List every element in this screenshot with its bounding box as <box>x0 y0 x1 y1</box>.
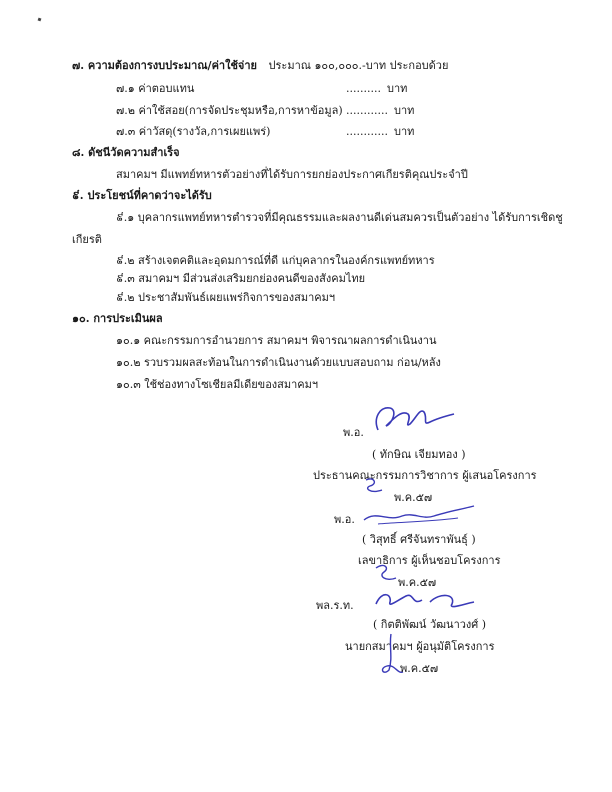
budget-item-label: ๗.๒ ค่าใช้สอย(การจัดประชุมหรือ,การหาข้อมูล) <box>116 104 343 117</box>
signature-2-scribble <box>358 500 478 530</box>
signature-1-scribble <box>368 400 458 442</box>
budget-item-dots: ............ <box>346 104 388 117</box>
budget-item-unit: บาท <box>393 104 415 117</box>
budget-item-unit: บาท <box>393 125 415 138</box>
signer-2-rank: พ.อ. <box>334 513 355 526</box>
signer-2-name: ( วิสุทธิ์ ศรีจันทราพันธุ์ ) <box>362 533 476 546</box>
evaluation-item-1: ๑๐.๑ คณะกรรมการอำนวยการ สมาคมฯ พิจารณาผลการดำเนินงาน <box>116 334 437 347</box>
date-initial-2 <box>372 560 400 584</box>
budget-item-3 <box>116 125 414 139</box>
signer-3-title: นายกสมาคมฯ ผู้อนุมัติโครงการ <box>345 640 495 653</box>
section-10-heading: ๑๐. การประเมินผล <box>72 312 163 325</box>
evaluation-item-2: ๑๐.๒ รวบรวมผลสะท้อนในการดำเนินงานด้วยแบบสอบถาม ก่อน/หลัง <box>116 356 441 369</box>
budget-item-1 <box>116 82 407 96</box>
scan-speck <box>38 18 42 22</box>
budget-item-unit: บาท <box>386 82 408 95</box>
signer-2-title: เลขาธิการ ผู้เห็นชอบโครงการ <box>358 554 501 567</box>
budget-item-label: ๗.๓ ค่าวัสดุ(รางวัล,การเผยแพร่) <box>116 125 271 138</box>
section-7-heading: ๗. ความต้องการงบประมาณ/ค่าใช้จ่าย <box>72 59 258 72</box>
section-7-line <box>72 59 448 73</box>
signer-1-title: ประธานคณะกรรมการวิชาการ ผู้เสนอโครงการ <box>313 469 537 482</box>
signer-2-date: พ.ค.๕๗ <box>398 576 437 589</box>
budget-item-dots: ............ <box>346 125 388 138</box>
signature-3-scribble <box>368 582 478 616</box>
signer-3-name: ( กิตติพัฒน์ วัฒนาวงศ์ ) <box>373 618 487 631</box>
date-initial-1 <box>360 474 390 496</box>
section-7-amount: ประมาณ ๑๐๐,๐๐๐.-บาท ประกอบด้วย <box>268 59 449 72</box>
signer-3-rank: พล.ร.ท. <box>316 599 354 612</box>
section-8-text: สมาคมฯ มีแพทย์ทหารตัวอย่างที่ได้รับการยกย่องประกาศเกียรติคุณประจำปี <box>116 168 468 181</box>
signer-3-date: พ.ค.๕๗ <box>400 662 439 675</box>
section-8-heading: ๘. ดัชนีวัดความสำเร็จ <box>72 146 180 159</box>
benefit-item-3: ៩.๓ สมาคมฯ มีส่วนส่งเสริมยกย่องคนดีของสังคมไทย <box>116 272 366 285</box>
budget-item-dots: .......... <box>346 82 381 95</box>
signer-1-rank: พ.อ. <box>343 426 364 439</box>
budget-item-label: ๗.๑ ค่าตอบแทน <box>116 82 195 95</box>
benefit-item-4: ៩.๒ ประชาสัมพันธ์เผยแพร่กิจการของสมาคมฯ <box>116 291 336 304</box>
benefit-item-1-line-1: ៩.๑ บุคลากรแพทย์ทหารตำรวจที่มีคุณธรรมและผลงานดีเด่นสมควรเป็นตัวอย่าง ได้รับการเชิดชู <box>116 211 563 224</box>
signer-1-date: พ.ค.๕๗ <box>394 491 433 504</box>
evaluation-item-3: ๑๐.๓ ใช้ช่องทางโซเชียลมีเดียของสมาคมฯ <box>116 378 319 391</box>
section-9-heading: ៩. ประโยชน์ที่คาดว่าจะได้รับ <box>72 189 212 202</box>
benefit-item-2: ៩.๒ สร้างเจตคติและอุดมการณ์ที่ดี แก่บุคลากรในองค์กรแพทย์ทหาร <box>116 254 435 267</box>
signer-1-name: ( ทักษิณ เจียมทอง ) <box>372 448 466 461</box>
benefit-item-1-line-2: เกียรติ <box>72 233 102 246</box>
budget-item-2 <box>116 104 414 118</box>
